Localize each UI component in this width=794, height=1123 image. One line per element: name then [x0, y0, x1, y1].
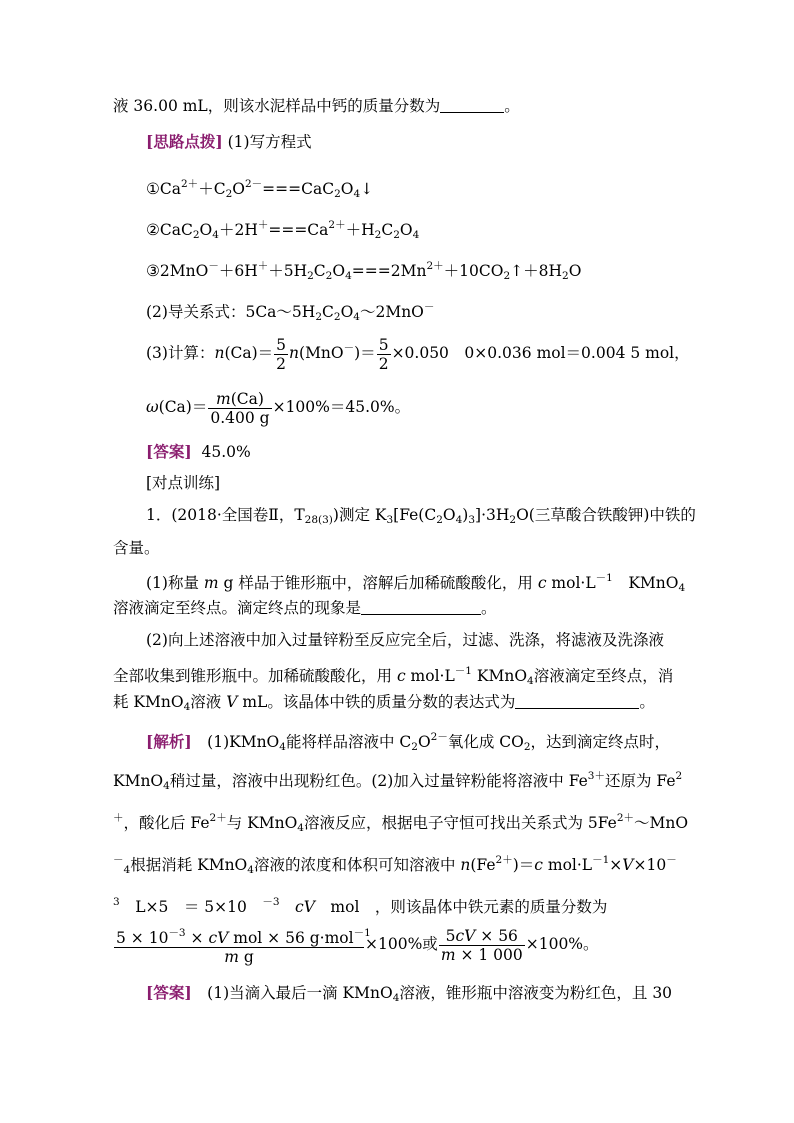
analysis-tag: [解析] — [146, 732, 192, 751]
analysis-line-1: [解析] (1)KMnO$_4$能将样品溶液中 $C_2O^{2-}$氧化成 $CO_2$，达到滴定终点时， — [146, 731, 671, 753]
equation-1: $①Ca^{2+}+C_2O^{2-}===CaC_2O_4↓$ — [146, 178, 374, 200]
equation-2: $②CaC_2O_4+2H^+===Ca^{2+}+H_2C_2O_4$ — [146, 219, 420, 241]
question-1-part2-cont2: 耗 KMnO$_4$溶液 V mL。该晶体中铁的质量分数的表达式为 。 — [113, 693, 655, 713]
answer-tag: [答案] — [146, 983, 192, 1002]
hint-line: [思路点拨] (1)写方程式 — [146, 132, 312, 151]
answer-blank — [515, 694, 639, 709]
analysis-line-2: KMnO$_4$稍过量，溶液中出现粉红色。(2)加入过量锌粉能将溶液中 $Fe^{3+}$还原为 Fe$^2$ — [113, 770, 683, 792]
answer-blank — [361, 600, 481, 615]
equation-3: $③2MnO^-+6H^++5H_2C_2O_4===2Mn^{2+}+10CO_2↑+8H_2O$ — [146, 260, 582, 282]
hint-tag: [思路点拨] — [146, 132, 223, 151]
analysis-line-3: ＋，酸化后 $Fe^{2+}$与 KMnO$_4$溶液反应，根据电子守恒可找出关系式为 $5Fe^{2+}\sim MnO$ — [113, 812, 689, 834]
text-line: 液 36.00 mL，则该水泥样品中钙的质量分数为 。 — [113, 97, 520, 115]
analysis-line-5: $^3$ L×5 ＝ 5×10 $^{-3}$ cV mol ，则该晶体中铁元素的质量分数为 — [113, 896, 608, 916]
question-1-part2-cont: 全部收集到锥形瓶中。加稀硫酸酸化，用 c $mol\cdot L^{-1}$ KMnO$_4$溶液滴定至终点，消 — [113, 665, 674, 687]
calc-line: (3)计算：n(Ca)＝ $\frac{5}{2}$ n(MnO－)＝ $\frac{5}{2}$ ×0.050 0×0.036 mol＝0.004 5 mol， — [146, 335, 690, 373]
relation-line: (2)导关系式：$5Ca\sim 5H_2C_2O_4\sim 2MnO^-$ — [146, 301, 435, 323]
question-1-part1-cont: 溶液滴定至终点。滴定终点的现象是 。 — [113, 599, 497, 617]
analysis-line-6: $\frac{5 \times 10^{-3} \times cV mol \times 56 g\cdot mol^{-1}}{\text{m g}}$ ×100%或 $\frac{5cV \times 56}{m \times 1 000}$ ×100%。 — [113, 924, 599, 966]
fraction: $\frac{5cV \times 56}{m \times 1 000}$ — [440, 926, 523, 964]
fraction: $\frac{5}{2}$ — [378, 335, 389, 373]
answer-tag: [答案] — [146, 442, 192, 461]
analysis-line-4: －$_4$根据消耗 KMnO$_4$溶液的浓度和体积可知溶液中 $n(Fe^{2+})=c$ $mol\cdot L^{-1}\times V\times 10^-$ — [113, 854, 677, 876]
training-heading: [对点训练] — [146, 474, 221, 492]
question-1-cont: 含量。 — [113, 539, 160, 557]
fraction: $\frac{m(Ca)}{0.400 g}$ — [210, 389, 270, 427]
answer-line: [答案] 45.0% — [146, 442, 251, 461]
omega-line: ω(Ca)＝ $\frac{m(Ca)}{0.400 g}$ ×100%＝45.0%。 — [146, 389, 411, 427]
answer-line-2: [答案] (1)当滴入最后一滴 KMnO$_4$溶液，锥形瓶中溶液变为粉红色，且 30 — [146, 983, 673, 1004]
fraction: $\frac{5 \times 10^{-3} \times cV mol \times 56 g\cdot mol^{-1}}{\text{m g}}$ — [114, 924, 364, 966]
question-1-part1: (1)称量 m g 样品于锥形瓶中，溶解后加稀硫酸酸化，用 c $mol\cdot L^{-1}$ KMnO$_4$ — [146, 572, 686, 594]
question-1: 1．(2018·全国卷Ⅱ，$T_{28(3)}$)测定 $K_3[Fe(C_2O_4)_3]\cdot 3H_2O$(三草酸合铁酸钾)中铁的 — [146, 506, 696, 526]
answer-blank — [440, 98, 504, 113]
question-1-part2: (2)向上述溶液中加入过量锌粉至反应完全后，过滤、洗涤，将滤液及洗涤液 — [146, 631, 664, 649]
fraction: $\frac{5}{2}$ — [276, 335, 287, 373]
